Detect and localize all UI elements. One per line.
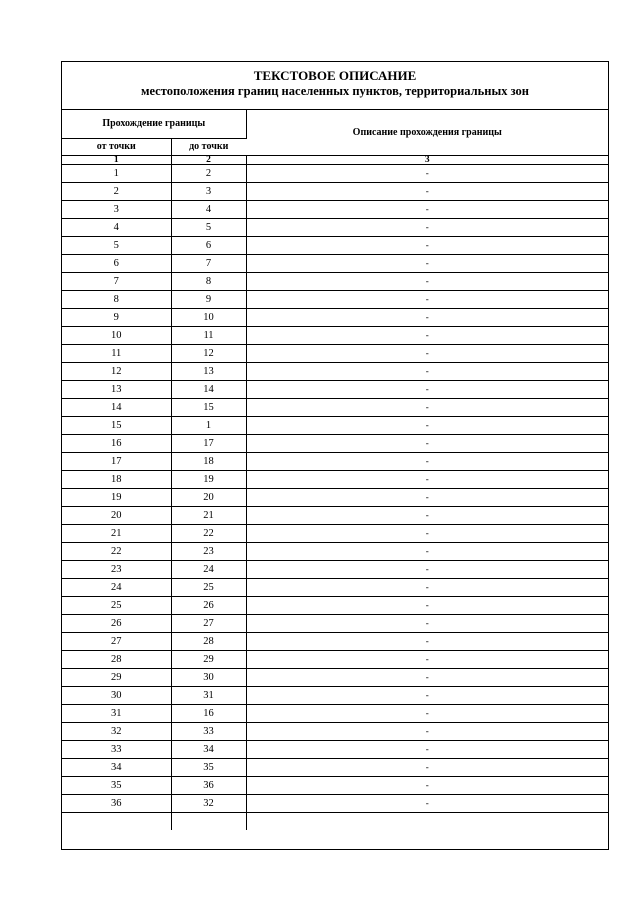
table-row: [62, 705, 608, 723]
table-row: [62, 381, 608, 399]
table-row: [62, 795, 608, 813]
table-row: [62, 561, 608, 579]
cell-to-point: 12: [171, 345, 246, 363]
table-row: [62, 327, 608, 345]
table-row: [62, 183, 608, 201]
cell-from-point: 32: [62, 723, 171, 741]
table-row: [62, 345, 608, 363]
cell-to-point: 31: [171, 687, 246, 705]
cell-to-point: 27: [171, 615, 246, 633]
cell-empty: [171, 813, 246, 830]
table-row: [62, 525, 608, 543]
cell-from-point: 11: [62, 345, 171, 363]
cell-from-point: 17: [62, 453, 171, 471]
table-row: [62, 507, 608, 525]
table-row: [62, 291, 608, 309]
cell-description: -: [246, 345, 608, 363]
cell-to-point: 3: [171, 183, 246, 201]
table-row: [62, 165, 608, 183]
cell-from-point: 20: [62, 507, 171, 525]
cell-description: -: [246, 723, 608, 741]
cell-to-point: 14: [171, 381, 246, 399]
cell-to-point: 13: [171, 363, 246, 381]
cell-to-point: 34: [171, 741, 246, 759]
cell-description: -: [246, 777, 608, 795]
cell-from-point: 26: [62, 615, 171, 633]
table-row: [62, 723, 608, 741]
table-row: [62, 219, 608, 237]
cell-from-point: 13: [62, 381, 171, 399]
table-row: [62, 759, 608, 777]
table-row-empty: [62, 813, 608, 830]
cell-from-point: 35: [62, 777, 171, 795]
cell-to-point: 20: [171, 489, 246, 507]
cell-description: -: [246, 615, 608, 633]
table-row: [62, 543, 608, 561]
header-num-1: 1: [62, 156, 171, 165]
cell-description: -: [246, 489, 608, 507]
cell-description: -: [246, 273, 608, 291]
cell-description: -: [246, 399, 608, 417]
cell-from-point: 21: [62, 525, 171, 543]
cell-description: -: [246, 543, 608, 561]
table-row: [62, 273, 608, 291]
cell-description: -: [246, 291, 608, 309]
document-subtitle: местоположения границ населенных пунктов, территориальных зон: [140, 84, 530, 98]
cell-from-point: 12: [62, 363, 171, 381]
cell-from-point: 22: [62, 543, 171, 561]
cell-from-point: 34: [62, 759, 171, 777]
cell-to-point: 2: [171, 165, 246, 183]
table-row: [62, 633, 608, 651]
cell-description: -: [246, 759, 608, 777]
cell-to-point: 17: [171, 435, 246, 453]
header-row-group: [62, 110, 608, 139]
cell-from-point: 4: [62, 219, 171, 237]
cell-from-point: 27: [62, 633, 171, 651]
cell-to-point: 35: [171, 759, 246, 777]
cell-description: -: [246, 255, 608, 273]
cell-to-point: 36: [171, 777, 246, 795]
cell-to-point: 1: [171, 417, 246, 435]
cell-from-point: 15: [62, 417, 171, 435]
table-row: [62, 255, 608, 273]
table-row: [62, 399, 608, 417]
header-to-point: до точки: [171, 139, 246, 156]
cell-from-point: 24: [62, 579, 171, 597]
cell-to-point: 4: [171, 201, 246, 219]
cell-from-point: 25: [62, 597, 171, 615]
cell-description: -: [246, 471, 608, 489]
cell-description: -: [246, 597, 608, 615]
title-block: [62, 62, 608, 110]
cell-to-point: 29: [171, 651, 246, 669]
cell-to-point: 6: [171, 237, 246, 255]
cell-description: -: [246, 237, 608, 255]
document-frame: [61, 61, 609, 850]
cell-to-point: 21: [171, 507, 246, 525]
cell-to-point: 16: [171, 705, 246, 723]
cell-to-point: 25: [171, 579, 246, 597]
cell-from-point: 18: [62, 471, 171, 489]
header-num-2: 2: [171, 156, 246, 165]
cell-description: -: [246, 651, 608, 669]
table-row: [62, 489, 608, 507]
header-num-3: 3: [246, 156, 608, 165]
cell-to-point: 22: [171, 525, 246, 543]
cell-to-point: 32: [171, 795, 246, 813]
cell-from-point: 33: [62, 741, 171, 759]
header-boundary-passage: Прохождение границы: [62, 110, 246, 139]
cell-description: -: [246, 453, 608, 471]
cell-description: -: [246, 507, 608, 525]
cell-description: -: [246, 669, 608, 687]
cell-from-point: 5: [62, 237, 171, 255]
cell-empty: [62, 813, 171, 830]
cell-from-point: 8: [62, 291, 171, 309]
cell-description: -: [246, 687, 608, 705]
document-title: ТЕКСТОВОЕ ОПИСАНИЕ: [253, 68, 417, 83]
cell-to-point: 30: [171, 669, 246, 687]
table-row: [62, 579, 608, 597]
table-row: [62, 435, 608, 453]
cell-to-point: 5: [171, 219, 246, 237]
table-row: [62, 417, 608, 435]
cell-description: -: [246, 561, 608, 579]
header-from-point: от точки: [62, 139, 171, 156]
cell-empty: [246, 813, 608, 830]
cell-description: -: [246, 579, 608, 597]
cell-description: -: [246, 201, 608, 219]
cell-description: -: [246, 795, 608, 813]
cell-description: -: [246, 327, 608, 345]
cell-to-point: 11: [171, 327, 246, 345]
cell-from-point: 9: [62, 309, 171, 327]
cell-to-point: 8: [171, 273, 246, 291]
cell-from-point: 19: [62, 489, 171, 507]
cell-description: -: [246, 183, 608, 201]
cell-from-point: 7: [62, 273, 171, 291]
cell-from-point: 23: [62, 561, 171, 579]
table-row: [62, 777, 608, 795]
cell-from-point: 3: [62, 201, 171, 219]
cell-to-point: 19: [171, 471, 246, 489]
table-row: [62, 309, 608, 327]
cell-from-point: 2: [62, 183, 171, 201]
cell-from-point: 30: [62, 687, 171, 705]
cell-from-point: 28: [62, 651, 171, 669]
cell-to-point: 26: [171, 597, 246, 615]
cell-to-point: 23: [171, 543, 246, 561]
cell-from-point: 6: [62, 255, 171, 273]
table-row: [62, 615, 608, 633]
table-row: [62, 237, 608, 255]
table-row: [62, 597, 608, 615]
cell-to-point: 33: [171, 723, 246, 741]
table-row: [62, 741, 608, 759]
header-row-numbers: [62, 156, 608, 165]
cell-description: -: [246, 363, 608, 381]
table-row: [62, 201, 608, 219]
cell-to-point: 28: [171, 633, 246, 651]
cell-from-point: 36: [62, 795, 171, 813]
cell-description: -: [246, 705, 608, 723]
cell-description: -: [246, 219, 608, 237]
table-row: [62, 651, 608, 669]
cell-description: -: [246, 633, 608, 651]
table-row: [62, 363, 608, 381]
cell-to-point: 24: [171, 561, 246, 579]
boundary-table: [62, 110, 608, 830]
cell-from-point: 1: [62, 165, 171, 183]
table-row: [62, 669, 608, 687]
cell-to-point: 9: [171, 291, 246, 309]
table-row: [62, 453, 608, 471]
cell-from-point: 16: [62, 435, 171, 453]
cell-from-point: 14: [62, 399, 171, 417]
cell-to-point: 15: [171, 399, 246, 417]
header-description: Описание прохождения границы: [246, 110, 608, 156]
cell-to-point: 10: [171, 309, 246, 327]
cell-description: -: [246, 417, 608, 435]
cell-description: -: [246, 741, 608, 759]
table-row: [62, 471, 608, 489]
cell-description: -: [246, 525, 608, 543]
table-row: [62, 687, 608, 705]
cell-description: -: [246, 381, 608, 399]
cell-description: -: [246, 165, 608, 183]
cell-from-point: 31: [62, 705, 171, 723]
cell-description: -: [246, 435, 608, 453]
cell-to-point: 18: [171, 453, 246, 471]
cell-from-point: 29: [62, 669, 171, 687]
cell-description: -: [246, 309, 608, 327]
cell-from-point: 10: [62, 327, 171, 345]
cell-to-point: 7: [171, 255, 246, 273]
